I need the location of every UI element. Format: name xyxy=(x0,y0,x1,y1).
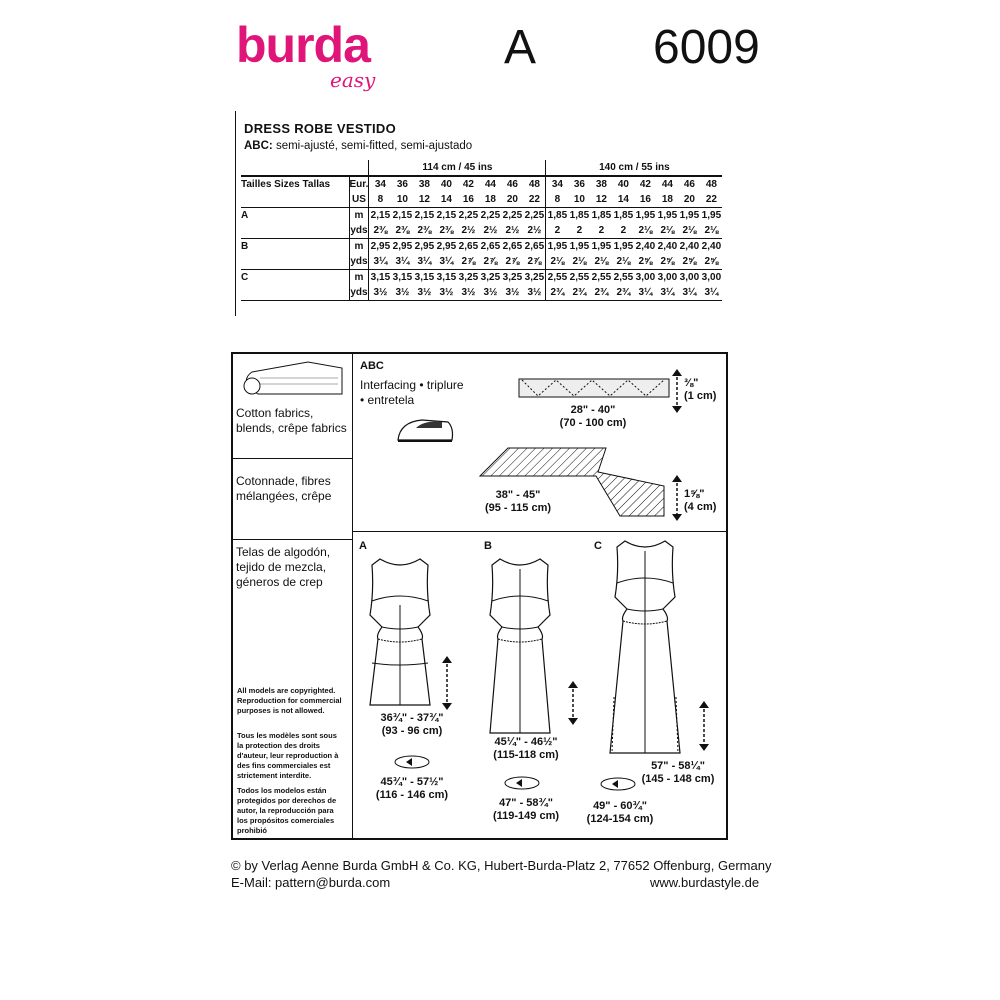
yardage-cell: 2,55 xyxy=(546,270,569,286)
yardage-cell: 2¾ xyxy=(594,287,609,298)
view-b-length-cm: (115-118 cm) xyxy=(493,749,559,761)
size-us: 14 xyxy=(617,194,629,205)
strip1-length xyxy=(533,404,653,430)
yardage-cell: 3¼ xyxy=(439,256,454,267)
size-us: 20 xyxy=(683,194,695,205)
yardage-cell: 2⅜ xyxy=(395,225,410,236)
yardage-cell: 2⅛ xyxy=(638,225,653,236)
yardage-cell: 2,25 xyxy=(501,208,523,224)
yardage-cell: 3¼ xyxy=(638,287,653,298)
width-arrow-icon xyxy=(670,474,684,522)
email-footer[interactable]: E-Mail: pattern@burda.com xyxy=(231,875,391,890)
size-eur: 44 xyxy=(656,176,678,192)
strip1-width-in: ⅜" xyxy=(684,377,699,389)
yardage-cell: 3¼ xyxy=(660,287,675,298)
size-eur: 38 xyxy=(413,176,435,192)
yardage-cell: 3¼ xyxy=(704,287,719,298)
size-eur: 36 xyxy=(568,176,590,192)
size-eur: 36 xyxy=(391,176,413,192)
yardage-cell: 2⅛ xyxy=(546,254,569,270)
panel-divider xyxy=(231,458,353,459)
size-eur: 34 xyxy=(546,176,569,192)
yardage-cell: 2,95 xyxy=(413,239,435,255)
yardage-cell: 3,00 xyxy=(656,270,678,286)
strip2-width-in: 1⅝" xyxy=(684,488,705,500)
yardage-cell: 3¼ xyxy=(417,256,432,267)
copyright-fr: Tous les modèles sont sous la protection des droits d'auteur, leur reproduction à des fins commerciales est strictement interdite. xyxy=(237,731,339,780)
size-us: 10 xyxy=(396,194,408,205)
width-arrow-icon xyxy=(670,368,684,414)
size-eur: 46 xyxy=(501,176,523,192)
strip2-length-in: 38" - 45" xyxy=(495,489,541,501)
yardage-cell: 2,15 xyxy=(413,208,435,224)
table-row xyxy=(241,176,722,192)
view-label: C xyxy=(241,270,349,286)
yardage-cell: 3,25 xyxy=(479,270,501,286)
yardage-cell: 1,95 xyxy=(634,208,656,224)
dress-c-illustration xyxy=(600,537,690,759)
table-cell xyxy=(349,160,369,176)
length-arrow-icon xyxy=(697,700,711,752)
size-eur: 40 xyxy=(612,176,634,192)
interfacing-strip-narrow xyxy=(518,378,670,400)
yardage-cell: 2½ xyxy=(505,225,520,236)
view-a-hem xyxy=(362,776,462,802)
size-us: 22 xyxy=(705,194,717,205)
yardage-cell: 1,95 xyxy=(656,208,678,224)
fit-description xyxy=(244,140,472,152)
size-us: 16 xyxy=(639,194,651,205)
view-a-length-in: 36¾" - 37¾" xyxy=(380,712,444,724)
yardage-cell: 2⅜ xyxy=(369,223,392,239)
fit-text: semi-ajusté, semi-fitted, semi-ajustado xyxy=(272,140,473,152)
garment-title: DRESS ROBE VESTIDO xyxy=(244,121,397,136)
table-header-row xyxy=(241,160,722,176)
logo-brand: burda xyxy=(236,17,370,73)
yardage-cell: 2,65 xyxy=(501,239,523,255)
yardage-cell: 2¾ xyxy=(572,287,587,298)
view-c-hem xyxy=(570,800,670,826)
strip2-width xyxy=(684,488,716,514)
yardage-cell: 2,25 xyxy=(479,208,501,224)
us-label: US xyxy=(349,192,369,208)
yardage-cell: 2⅝ xyxy=(704,256,719,267)
table-row xyxy=(241,254,722,270)
yardage-cell: 2½ xyxy=(461,225,476,236)
unit-label: m xyxy=(349,208,369,224)
yardage-cell: 2,15 xyxy=(391,208,413,224)
yardage-table xyxy=(241,160,722,301)
unit-label: m xyxy=(349,270,369,286)
yardage-cell: 2¾ xyxy=(616,287,631,298)
copyright-footer: © by Verlag Aenne Burda GmbH & Co. KG, Hubert-Burda-Platz 2, 77652 Offenburg, Germany xyxy=(231,858,772,873)
unit-label: m xyxy=(349,239,369,255)
size-eur: 40 xyxy=(435,176,457,192)
fabric-roll-icon xyxy=(238,358,348,398)
burda-logo xyxy=(236,17,386,100)
yardage-cell: 2⅛ xyxy=(704,225,719,236)
size-us: 12 xyxy=(595,194,607,205)
yardage-cell: 1,85 xyxy=(612,208,634,224)
strip1-length-cm: (70 - 100 cm) xyxy=(559,417,627,429)
copyright-en: All models are copyrighted. Reproduction for commercial purposes is not allowed. xyxy=(237,686,342,715)
size-eur: 48 xyxy=(523,176,546,192)
width-114-header: 114 cm / 45 ins xyxy=(369,160,546,176)
interfacing-label: Interfacing • triplure • entretela xyxy=(360,378,464,407)
size-eur: 42 xyxy=(457,176,479,192)
iron-icon xyxy=(394,414,458,446)
view-b-hem-cm: (119-149 cm) xyxy=(492,810,560,822)
yardage-cell: 3½ xyxy=(461,287,476,298)
yardage-cell: 2,40 xyxy=(678,239,700,255)
table-cell xyxy=(241,160,349,176)
view-b-label: B xyxy=(484,540,492,552)
yardage-cell: 3,00 xyxy=(700,270,722,286)
yardage-cell: 2⅝ xyxy=(638,256,653,267)
yardage-cell: 2,25 xyxy=(523,208,546,224)
yardage-cell: 3½ xyxy=(395,287,410,298)
view-c-hem-in: 49" - 60¾" xyxy=(593,800,647,812)
yardage-cell: 2⅛ xyxy=(682,225,697,236)
strip2-length-cm: (95 - 115 cm) xyxy=(484,502,552,514)
size-us: 16 xyxy=(462,194,474,205)
yardage-cell: 2,40 xyxy=(634,239,656,255)
yardage-cell: 3,25 xyxy=(523,270,546,286)
yardage-cell: 2⅝ xyxy=(660,256,675,267)
yardage-cell: 2⅞ xyxy=(505,256,520,267)
yardage-cell: 2⅛ xyxy=(616,256,631,267)
yardage-cell: 3½ xyxy=(417,287,432,298)
table-cell xyxy=(241,285,349,301)
yardage-cell: 1,95 xyxy=(546,239,569,255)
view-a-hem-in: 45¾" - 57½" xyxy=(380,776,444,788)
view-a-hem-cm: (116 - 146 cm) xyxy=(375,789,449,801)
yardage-cell: 3¼ xyxy=(395,256,410,267)
yardage-cell: 2⅝ xyxy=(682,256,697,267)
sizes-label: Tailles Sizes Tallas xyxy=(241,176,349,192)
strip1-width xyxy=(684,377,716,403)
view-b-hem-in: 47" - 58¾" xyxy=(499,797,553,809)
yardage-cell: 3,00 xyxy=(678,270,700,286)
view-b-length xyxy=(476,736,576,762)
width-140-header: 140 cm / 55 ins xyxy=(546,160,723,176)
yardage-cell: 2½ xyxy=(527,225,542,236)
unit-label: yds xyxy=(349,254,369,270)
notions-label: ABC xyxy=(360,360,384,372)
yardage-cell: 2⅛ xyxy=(660,225,675,236)
yardage-cell: 2,15 xyxy=(369,208,392,224)
yardage-cell: 2⅞ xyxy=(483,256,498,267)
yardage-cell: 2,65 xyxy=(457,239,479,255)
yardage-cell: 2⅜ xyxy=(417,225,432,236)
size-us: 8 xyxy=(546,192,569,208)
yardage-cell: 2,95 xyxy=(435,239,457,255)
view-letter: A xyxy=(504,21,537,74)
view-b-hem xyxy=(476,797,576,823)
hem-width-icon xyxy=(502,773,542,793)
dress-a-illustration xyxy=(360,555,440,715)
strip1-length-in: 28" - 40" xyxy=(570,404,616,416)
table-row xyxy=(241,270,722,286)
yardage-cell: 3½ xyxy=(505,287,520,298)
unit-label: yds xyxy=(349,285,369,301)
table-row xyxy=(241,239,722,255)
yardage-cell: 3½ xyxy=(439,287,454,298)
strip2-length xyxy=(458,489,578,515)
unit-label: yds xyxy=(349,223,369,239)
yardage-cell: 1,95 xyxy=(612,239,634,255)
table-row xyxy=(241,285,722,301)
yardage-cell: 1,95 xyxy=(590,239,612,255)
view-label: A xyxy=(241,208,349,224)
yardage-cell: 2 xyxy=(576,225,583,236)
yardage-cell: 2,55 xyxy=(568,270,590,286)
view-a-label: A xyxy=(359,540,367,552)
yardage-cell: 2⅞ xyxy=(461,256,476,267)
yardage-cell: 3,15 xyxy=(391,270,413,286)
view-a-length xyxy=(362,712,462,738)
yardage-cell: 2⅜ xyxy=(439,225,454,236)
panel-divider xyxy=(231,539,353,540)
length-arrow-icon xyxy=(440,655,454,711)
hem-width-icon xyxy=(392,752,432,772)
yardage-cell: 2,25 xyxy=(457,208,479,224)
size-us: 20 xyxy=(506,194,518,205)
yardage-cell: 3,25 xyxy=(457,270,479,286)
view-a-length-cm: (93 - 96 cm) xyxy=(381,725,443,737)
dress-b-illustration xyxy=(480,555,560,740)
yardage-cell: 2,65 xyxy=(479,239,501,255)
yardage-cell: 2¾ xyxy=(546,285,569,301)
panel-divider xyxy=(352,531,728,532)
yardage-cell: 2,65 xyxy=(523,239,546,255)
size-us: 18 xyxy=(661,194,673,205)
view-b-length-in: 45¼" - 46½" xyxy=(494,736,558,748)
size-eur: 34 xyxy=(369,176,392,192)
view-c-length xyxy=(628,760,728,786)
table-row xyxy=(241,223,722,239)
fabric-es: Telas de algodón, tejido de mezcla, géneros de crep xyxy=(236,545,331,589)
view-c-length-in: 57" - 58¼" xyxy=(651,760,705,772)
size-us: 14 xyxy=(440,194,452,205)
yardage-cell: 1,95 xyxy=(568,239,590,255)
yardage-cell: 2,95 xyxy=(369,239,392,255)
strip2-width-cm: (4 cm) xyxy=(684,501,717,513)
size-eur: 38 xyxy=(590,176,612,192)
yardage-cell: 2 xyxy=(546,223,569,239)
size-eur: 44 xyxy=(479,176,501,192)
length-arrow-icon xyxy=(566,680,580,726)
yardage-cell: 3¼ xyxy=(682,287,697,298)
yardage-cell: 1,85 xyxy=(590,208,612,224)
yardage-cell: 2,15 xyxy=(435,208,457,224)
size-us: 18 xyxy=(484,194,496,205)
logo-sub: easy xyxy=(330,68,376,92)
yardage-cell: 2,55 xyxy=(590,270,612,286)
table-cell xyxy=(241,192,349,208)
yardage-cell: 3½ xyxy=(527,287,542,298)
website-footer[interactable]: www.burdastyle.de xyxy=(650,875,760,890)
yardage-cell: 3½ xyxy=(483,287,498,298)
yardage-cell: 2⅞ xyxy=(527,256,542,267)
yardage-cell: 2½ xyxy=(483,225,498,236)
fabric-fr: Cotonnade, fibres mélangées, crêpe xyxy=(236,474,332,503)
size-us: 10 xyxy=(573,194,585,205)
view-label: B xyxy=(241,239,349,255)
hem-width-icon xyxy=(598,774,638,794)
pattern-number: 6009 xyxy=(653,21,760,74)
table-cell xyxy=(241,223,349,239)
view-c-hem-cm: (124-154 cm) xyxy=(586,813,654,825)
yardage-cell: 3,25 xyxy=(501,270,523,286)
yardage-cell: 2 xyxy=(598,225,605,236)
yardage-cell: 3,15 xyxy=(435,270,457,286)
fit-prefix: ABC: xyxy=(244,140,273,152)
yardage-cell: 2,95 xyxy=(391,239,413,255)
size-eur: 48 xyxy=(700,176,722,192)
strip1-width-cm: (1 cm) xyxy=(684,390,717,402)
yardage-cell: 2⅛ xyxy=(572,256,587,267)
size-eur: 42 xyxy=(634,176,656,192)
fabric-en: Cotton fabrics, blends, crêpe fabrics xyxy=(236,406,347,435)
yardage-cell: 1,95 xyxy=(678,208,700,224)
yardage-cell: 2,55 xyxy=(612,270,634,286)
yardage-cell: 1,85 xyxy=(546,208,569,224)
yardage-cell: 2,40 xyxy=(700,239,722,255)
view-c-length-cm: (145 - 148 cm) xyxy=(641,773,715,785)
panel-divider xyxy=(352,352,353,840)
size-us: 8 xyxy=(369,192,392,208)
yardage-cell: 2 xyxy=(620,225,627,236)
yardage-cell: 3,00 xyxy=(634,270,656,286)
size-us: 12 xyxy=(418,194,430,205)
yardage-cell: 3,15 xyxy=(369,270,392,286)
size-eur: 46 xyxy=(678,176,700,192)
table-cell xyxy=(241,254,349,270)
yardage-cell: 3,15 xyxy=(413,270,435,286)
yardage-cell: 1,85 xyxy=(568,208,590,224)
copyright-es: Todos los modelos están protegidos por derechos de autor, la reproducción para los propósitos comerciales prohibió xyxy=(237,786,337,835)
yardage-cell: 3½ xyxy=(369,285,392,301)
yardage-cell: 1,95 xyxy=(700,208,722,224)
yardage-cell: 3¼ xyxy=(369,254,392,270)
view-c-label: C xyxy=(594,540,602,552)
size-us: 22 xyxy=(528,194,540,205)
eur-label: Eur. xyxy=(349,176,369,192)
yardage-cell: 2,40 xyxy=(656,239,678,255)
yardage-cell: 2⅛ xyxy=(594,256,609,267)
table-row xyxy=(241,208,722,224)
table-row xyxy=(241,192,722,208)
